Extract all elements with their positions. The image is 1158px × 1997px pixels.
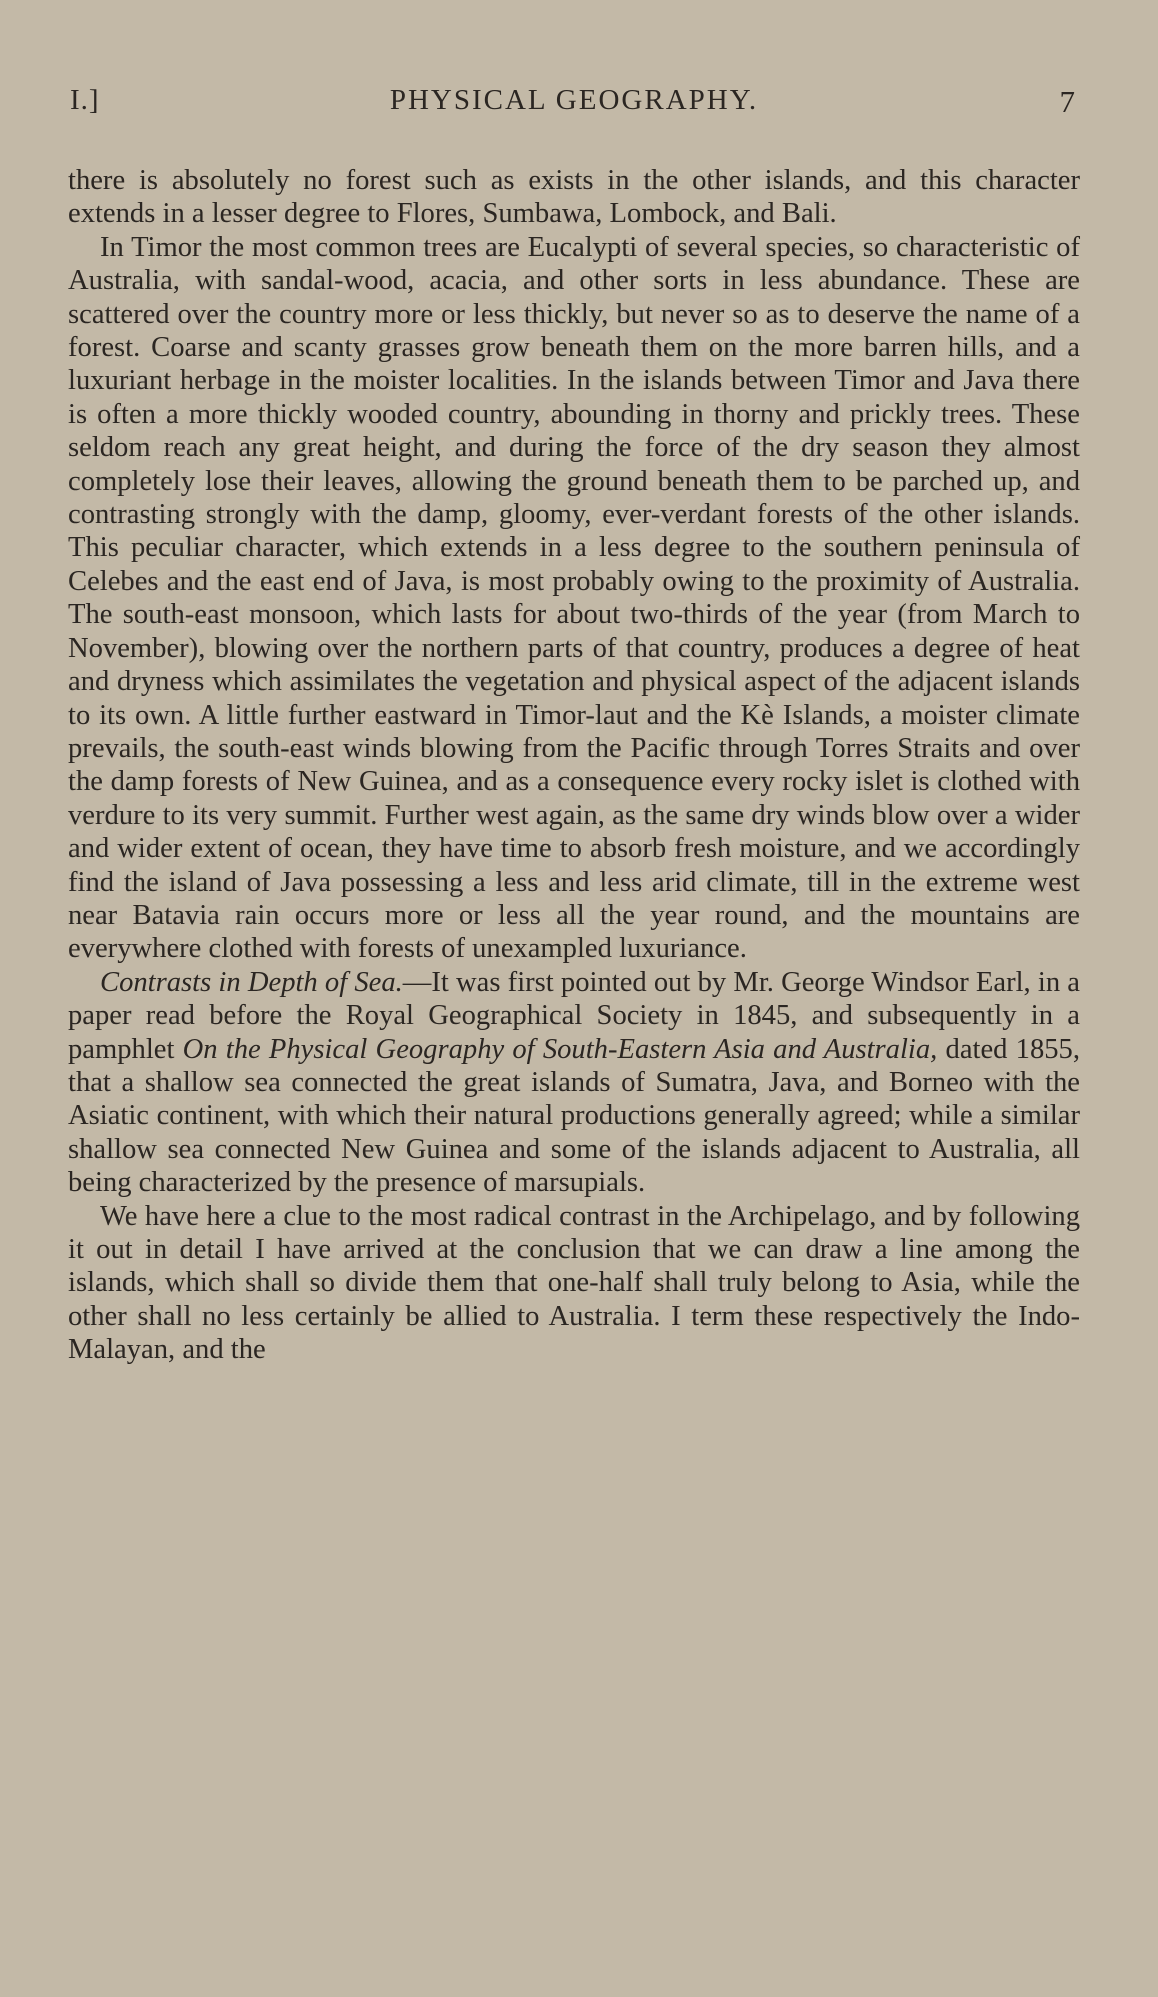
running-head — [68, 78, 1080, 130]
paragraph-text: dated 1855, that a shallow sea connected the great islands of Sumatra, Java, and Borneo with the Asiatic continent, with which their natural productions generally agreed; while a similar shallow sea connected New Guinea and some of the islands adjacent to Australia, all being characterized by the presence of marsupials. — [68, 1033, 1080, 1199]
page-number: 7 — [1059, 84, 1076, 119]
paragraph-timor-vegetation: In Timor the most common trees are Eucalypti of several species, so characteristic of Australia, with sandal-wood, acacia, and other sorts in less abundance. These are scattered over the country more or less thickly, but never so as to deserve the name of a forest. Coarse and scanty grasses grow beneath them on the more barren hills, and a luxuriant herbage in the moister localities. In the islands between Timor and Java there is often a more thickly wooded country, abounding in thorny and prickly trees. These seldom reach any great height, and during the force of the dry season they almost completely lose their leaves, allowing the ground beneath them to be parched up, and contrasting strongly with the damp, gloomy, ever-verdant forests of the other islands. This peculiar character, which extends in a less degree to the southern peninsula of Celebes and the east end of Java, is most probably owing to the proximity of Australia. The south-east monsoon, which lasts for about two-thirds of the year (from March to November), blowing over the northern parts of that country, produces a degree of heat and dryness which assimilates the vegetation and physical aspect of the adjacent islands to its own. A little further eastward in Timor-laut and the Kè Islands, a moister climate prevails, the south-east winds blowing from the Pacific through Torres Straits and over the damp forests of New Guinea, and as a consequence every rocky islet is clothed with verdure to its very summit. Further west again, as the same dry winds blow over a wider and wider extent of ocean, they have time to absorb fresh moisture, and we accordingly find the island of Java possessing a less and less arid climate, till in the extreme west near Batavia rain occurs more or less all the year round, and the mountains are everywhere clothed with forests of unexampled luxuriance. — [68, 231, 1080, 965]
body-text — [68, 164, 1080, 1367]
pamphlet-title: On the Physical Geography of South-Eastern Asia and Australia, — [182, 1033, 938, 1065]
chapter-title: PHYSICAL GEOGRAPHY. — [389, 84, 759, 116]
paragraph-depth-of-sea — [68, 966, 1080, 1200]
paragraph-radical-contrast: We have here a clue to the most radical contrast in the Archipelago, and by following it out in detail I have arrived at the conclusion that we can draw a line among the islands, which shall so divide them that one-half shall truly belong to Asia, while the other shall no less certainly be allied to Australia. I term these respectively the Indo-Malayan, and the — [68, 1200, 1080, 1366]
paragraph-continued: there is absolutely no forest such as exists in the other islands, and this character extends in a lesser degree to Flores, Sumbawa, Lombock, and Bali. — [68, 165, 1080, 230]
section-heading: Contrasts in Depth of Sea. — [100, 966, 403, 998]
paragraph-text: —It was first pointed out by Mr. George Windsor Earl, in a paper read before the Royal Geographical Society in 1845, and subsequently in a pamphlet — [68, 966, 1080, 1065]
book-page — [68, 78, 1080, 1367]
chapter-number: I.] — [70, 84, 100, 116]
